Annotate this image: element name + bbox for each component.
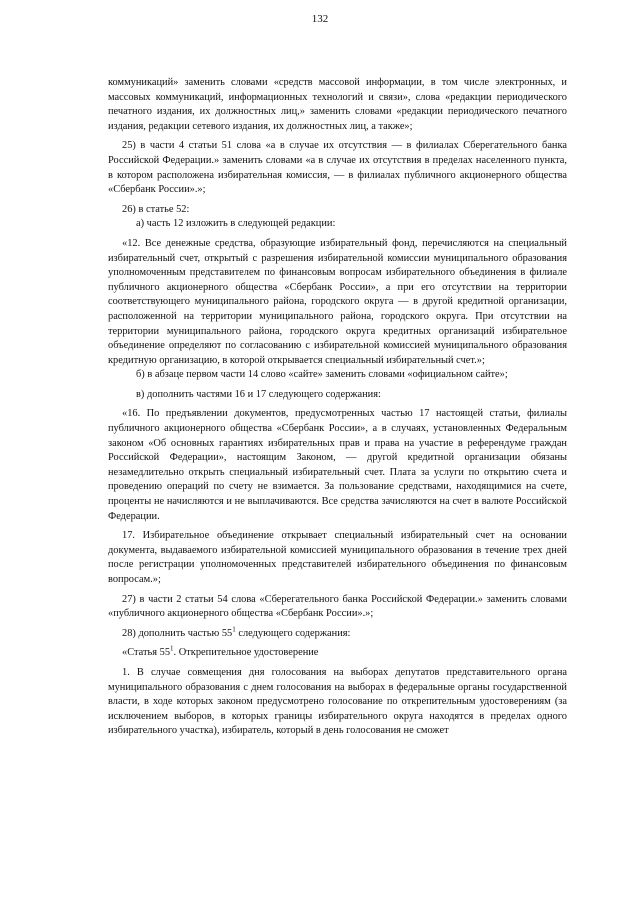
paragraph-item-27: 27) в части 2 статьи 54 слова «Сберегательного банка Российской Федерации.» заменить словами «публичного акционерного общества «Сбербанк России».»; xyxy=(108,593,567,620)
article-heading-start: «Статья 55 xyxy=(122,647,171,659)
article-55-1-heading xyxy=(108,646,567,661)
paragraph-item-26v: в) дополнить частями 16 и 17 следующего содержания: xyxy=(136,388,381,400)
paragraph-part-17-quote: 17. Избирательное объединение открывает специальный избирательный счет на основании документа, выдаваемого избирательной комиссией муниципального образования в течение трех дней после регистрации уполномоченных представителей избирательного объединения по финансовым вопросам.»; xyxy=(108,530,567,585)
page-number: 132 xyxy=(311,13,329,25)
paragraph-24-continued: коммуникаций» заменить словами «средств массовой информации, в том числе электронных, и массовых коммуникаций, информационных технологий и связи», слова «редакции периодического печатного издания, их должностных лиц,» заменить словами «редакции периодического печатного издания, редакции сетевого издания, их должностных лиц, а также»; xyxy=(108,77,567,132)
item-28-text-end: следующего содержания: xyxy=(238,627,351,639)
paragraph-item-25: 25) в части 4 статьи 51 слова «а в случае их отсутствия — в филиалах Сберегательного банка Российской Федерации.» заменить словами «а в случае их отсутствия в пределах населенного пункта, в котором расположена избирательная комиссия, — в филиалах публичного акционерного общества «Сбербанк России».»; xyxy=(108,140,567,196)
paragraph-part-12-quote: «12. Все денежные средства, образующие избирательный фонд, перечисляются на специальный избирательный счет, открытый с разрешения избирательной комиссии муниципального образования уполномоченным представителем по финансовым вопросам избирательного объединения в филиале публичного акционерного общества «Сбербанк России», а при его отсутствии на территории соответствующего муниципального района, городского округа — в другой кредитной организации, расположенной на территории муниципального района, городского округа. При отсутствии на территории муниципального района, городского округа кредитных организаций избирательное объединение определяют по согласованию с избирательной комиссией муниципального образования кредитную организацию, в которой открывается специальный избирательный счет.»; xyxy=(108,237,567,366)
paragraph-item-26b: б) в абзаце первом части 14 слово «сайте» заменить словами «официальном сайте»; xyxy=(136,369,508,381)
paragraph-item-26a: а) часть 12 изложить в следующей редакции: xyxy=(136,218,336,230)
item-28-superscript: 1 xyxy=(232,625,236,634)
document-body xyxy=(108,76,567,739)
paragraph-part-16-quote: «16. По предъявлении документов, предусмотренных частью 17 настоящей статьи, филиалы публичного акционерного общества «Сбербанк России», а в случаях, установленных Федеральным законом «Об основных гарантиях избирательных прав и права на участие в референдуме граждан Российской Федерации», настоящим Законом, — другой кредитной организации обязаны незамедлительно открыть специальный избирательный счет. Плата за услуги по открытию счета и проведению операций по счету не взимается. За пользование средствами, находящимися на счете, проценты не начисляются и не выплачиваются. Все средства зачисляются на счет в валюте Российской Федерации. xyxy=(108,408,567,522)
item-28-text-start: 28) дополнить частью 55 xyxy=(122,627,233,639)
article-heading-superscript: 1 xyxy=(170,644,174,653)
article-heading-title: . Открепительное удостоверение xyxy=(173,647,319,659)
paragraph-item-28 xyxy=(108,627,567,642)
paragraph-article-55-1-part-1: 1. В случае совмещения дня голосования на выборах депутатов представительного органа муниципального образования с днем голосования на выборах в федеральные органы государственной власти, в ходе которых законом предусмотрено голосование по открепительным удостоверениям (за исключением выборов, в которых границы избирательного округа находятся в пределах одного избирательного участка), избиратель, который в день голосования не сможет xyxy=(108,666,567,737)
paragraph-item-26: 26) в статье 52: xyxy=(122,203,190,215)
